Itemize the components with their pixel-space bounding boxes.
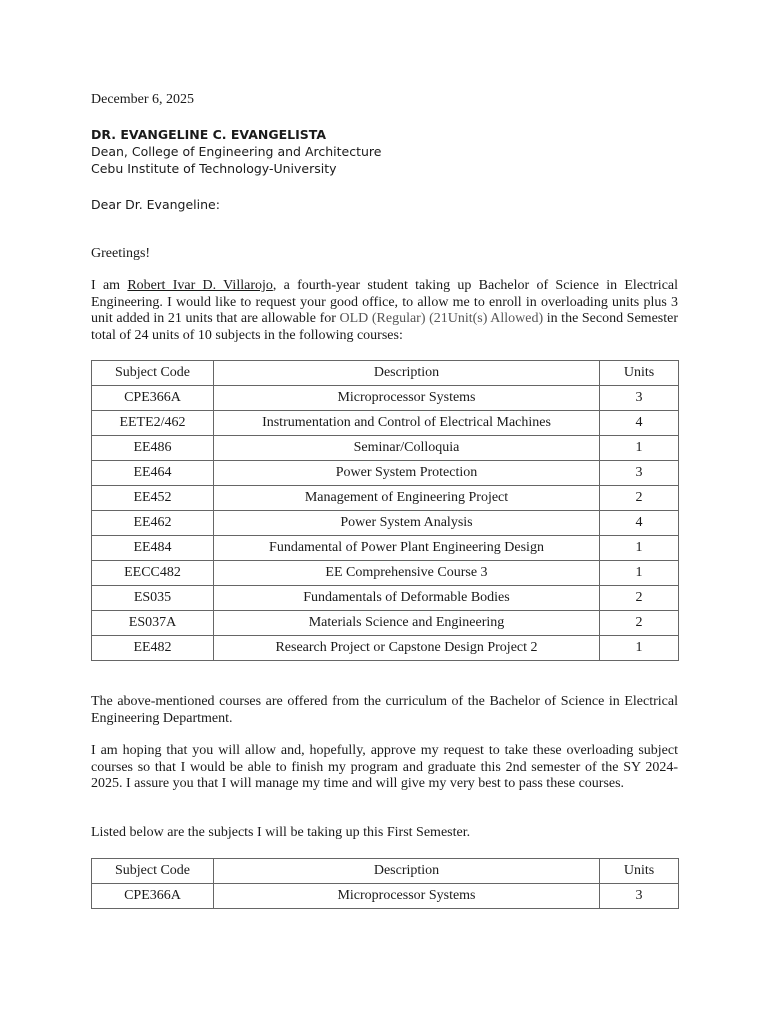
description-cell: Microprocessor Systems — [214, 884, 600, 909]
table-row — [92, 611, 679, 636]
table-header-row — [92, 361, 679, 386]
courses-table — [91, 360, 679, 661]
description-cell: Management of Engineering Project — [214, 486, 600, 511]
intro-part2: in the Second Semester total of 24 units of 10 subjects in the following courses: — [91, 311, 679, 343]
recipient-institution: Cebu Institute of Technology-University — [91, 161, 337, 176]
table-row — [92, 411, 679, 436]
salutation: Dear Dr. Evangeline: — [91, 197, 220, 212]
units-cell: 3 — [600, 884, 679, 909]
recipient-name: DR. EVANGELINE C. EVANGELISTA — [91, 127, 327, 142]
greeting: Greetings! — [91, 246, 151, 261]
table-row — [92, 511, 679, 536]
units-cell: 4 — [600, 411, 679, 436]
subject-code-cell: EE482 — [92, 636, 214, 661]
subject-code-cell: CPE366A — [92, 884, 214, 909]
header-units: Units — [600, 859, 679, 884]
subject-code-cell: EE464 — [92, 461, 214, 486]
subject-code-cell: EE452 — [92, 486, 214, 511]
first-semester-table — [91, 858, 679, 909]
subject-code-cell: EE462 — [92, 511, 214, 536]
units-cell: 3 — [600, 461, 679, 486]
curriculum-paragraph: The above-mentioned courses are offered from the curriculum of the Bachelor of Science in Electrical Engineering Department. — [91, 694, 678, 726]
subject-code-cell: ES035 — [92, 586, 214, 611]
intro-paragraph — [91, 278, 678, 344]
header-description: Description — [214, 859, 600, 884]
units-cell: 1 — [600, 561, 679, 586]
description-cell: Research Project or Capstone Design Project 2 — [214, 636, 600, 661]
subject-code-cell: CPE366A — [92, 386, 214, 411]
intro-prefix: I am — [91, 278, 128, 293]
description-cell: Power System Protection — [214, 461, 600, 486]
header-description: Description — [214, 361, 600, 386]
table-row — [92, 586, 679, 611]
units-cell: 2 — [600, 586, 679, 611]
description-cell: Fundamental of Power Plant Engineering Design — [214, 536, 600, 561]
subject-code-cell: EETE2/462 — [92, 411, 214, 436]
units-cell: 1 — [600, 536, 679, 561]
table-row — [92, 536, 679, 561]
enrollment-status: OLD (Regular) (21Unit(s) Allowed) — [339, 311, 544, 326]
first-semester-intro: Listed below are the subjects I will be taking up this First Semester. — [91, 825, 471, 840]
table-header-row — [92, 859, 679, 884]
description-cell: Materials Science and Engineering — [214, 611, 600, 636]
units-cell: 1 — [600, 636, 679, 661]
units-cell: 3 — [600, 386, 679, 411]
table-row — [92, 884, 679, 909]
intro-part1: , a fourth-year student taking up Bachelor of Science in Electrical Engineering. I would like to request your good office, to allow me to enroll in overloading units plus 3 unit added in 21 units that are allowable for — [91, 278, 679, 326]
table-row — [92, 561, 679, 586]
student-name: Robert Ivar D. Villarojo — [127, 278, 273, 293]
units-cell: 4 — [600, 511, 679, 536]
units-cell: 2 — [600, 486, 679, 511]
table-row — [92, 461, 679, 486]
table-row — [92, 386, 679, 411]
description-cell: Instrumentation and Control of Electrical Machines — [214, 411, 600, 436]
letter-date: December 6, 2025 — [91, 92, 195, 107]
subject-code-cell: EE486 — [92, 436, 214, 461]
recipient-title: Dean, College of Engineering and Architecture — [91, 144, 382, 159]
subject-code-cell: ES037A — [92, 611, 214, 636]
header-subject-code: Subject Code — [92, 859, 214, 884]
subject-code-cell: EE484 — [92, 536, 214, 561]
header-subject-code: Subject Code — [92, 361, 214, 386]
description-cell: EE Comprehensive Course 3 — [214, 561, 600, 586]
recipient-block — [91, 126, 678, 177]
description-cell: Seminar/Colloquia — [214, 436, 600, 461]
subject-code-cell: EECC482 — [92, 561, 214, 586]
header-units: Units — [600, 361, 679, 386]
description-cell: Power System Analysis — [214, 511, 600, 536]
description-cell: Microprocessor Systems — [214, 386, 600, 411]
units-cell: 2 — [600, 611, 679, 636]
table-row — [92, 436, 679, 461]
description-cell: Fundamentals of Deformable Bodies — [214, 586, 600, 611]
request-paragraph: I am hoping that you will allow and, hopefully, approve my request to take these overloading subject courses so that I would be able to finish my program and graduate this 2nd semester of the SY 2024-2025. I assure you that I will manage my time and will give my very best to pass these courses. — [91, 743, 678, 791]
table-row — [92, 636, 679, 661]
table-row — [92, 486, 679, 511]
units-cell: 1 — [600, 436, 679, 461]
